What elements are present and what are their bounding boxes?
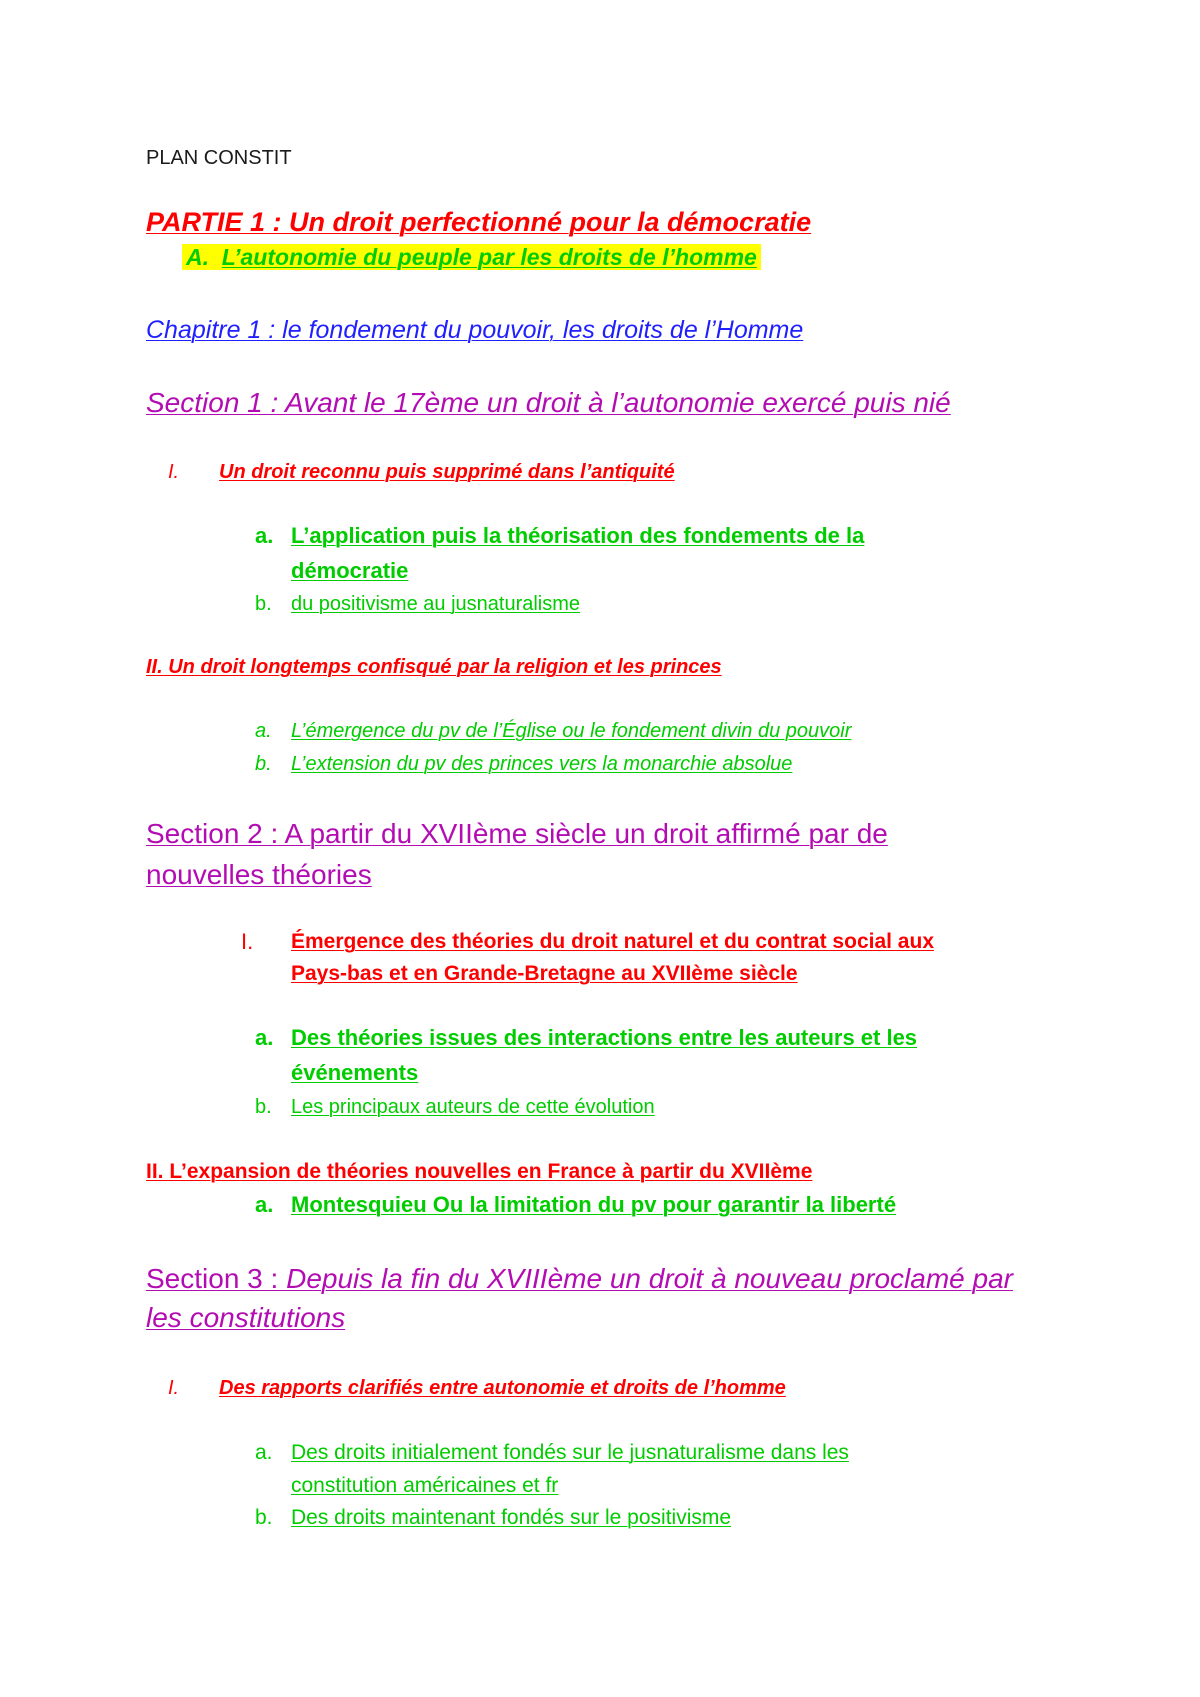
s2-part1-title-line1: Émergence des théories du droit naturel et du contrat social aux bbox=[291, 930, 934, 953]
document-title: PLAN CONSTIT bbox=[146, 147, 292, 169]
section-3-title-line2: les constitutions bbox=[146, 1302, 346, 1333]
s2-p1-b-marker: b. bbox=[255, 1096, 272, 1118]
s3-part1-marker: I. bbox=[168, 1377, 180, 1399]
s3-p1-b-marker: b. bbox=[255, 1506, 273, 1529]
section-2-title-line2: nouvelles théories bbox=[146, 859, 372, 890]
s1-p1-b-text: du positivisme au jusnaturalisme bbox=[291, 593, 581, 615]
section-2-title-line1: Section 2 : A partir du XVIIème siècle un droit affirmé par de bbox=[146, 818, 888, 849]
s2-p1-a-line1: Des théories issues des interactions entre les auteurs et les bbox=[291, 1025, 918, 1050]
s3-part1-title: Des rapports clarifiés entre autonomie et droits de l’homme bbox=[219, 1377, 786, 1399]
section-3-title-line1 bbox=[146, 1262, 1013, 1296]
s2-p1-a-line2: événements bbox=[291, 1060, 419, 1085]
s1-part1-title: Un droit reconnu puis supprimé dans l’antiquité bbox=[219, 461, 675, 483]
s1-part2-title: II. Un droit longtemps confisqué par la religion et les princes bbox=[146, 656, 722, 678]
s2-p2-a-marker: a. bbox=[255, 1192, 274, 1217]
s2-part2-title: II. L’expansion de théories nouvelles en France à partir du XVIIème bbox=[146, 1160, 813, 1183]
s1-p1-a-line1: L’application puis la théorisation des fondements de la bbox=[291, 523, 865, 548]
s3-p1-a-marker: a. bbox=[255, 1441, 273, 1464]
s1-part1-marker: I. bbox=[168, 461, 180, 483]
section-3-prefix: Section 3 : bbox=[146, 1263, 287, 1294]
s1-p2-a-text: L’émergence du pv de l’Église ou le fondement divin du pouvoir bbox=[291, 720, 852, 742]
s1-p2-b-marker: b. bbox=[255, 753, 272, 775]
s2-p1-a-marker: a. bbox=[255, 1025, 274, 1050]
s1-p2-a-marker: a. bbox=[255, 720, 272, 742]
section-3-title-rest: Depuis la fin du XVIIIème un droit à nouveau proclamé par bbox=[286, 1263, 1013, 1294]
sub-heading-a-text: L’autonomie du peuple par les droits de l’homme bbox=[221, 244, 757, 270]
s2-p2-a-text: Montesquieu Ou la limitation du pv pour garantir la liberté bbox=[291, 1192, 897, 1217]
sub-heading-a bbox=[182, 244, 761, 272]
s1-p1-a-line2: démocratie bbox=[291, 558, 409, 583]
section-1-title: Section 1 : Avant le 17ème un droit à l’autonomie exercé puis nié bbox=[146, 387, 951, 418]
chapitre-heading: Chapitre 1 : le fondement du pouvoir, les droits de l’Homme bbox=[146, 316, 804, 344]
s1-p1-b-marker: b. bbox=[255, 593, 272, 615]
s3-p1-a-line2: constitution américaines et fr bbox=[291, 1474, 559, 1497]
partie-heading: PARTIE 1 : Un droit perfectionné pour la démocratie bbox=[146, 207, 812, 237]
s3-p1-b-text: Des droits maintenant fondés sur le positivisme bbox=[291, 1506, 732, 1529]
s1-p1-a-marker: a. bbox=[255, 523, 274, 548]
s2-part1-marker: I. bbox=[241, 929, 254, 954]
s1-p2-b-text: L’extension du pv des princes vers la monarchie absolue bbox=[291, 753, 793, 775]
sub-heading-a-marker: A. bbox=[186, 244, 209, 270]
s3-p1-a-line1: Des droits initialement fondés sur le jusnaturalisme dans les bbox=[291, 1441, 849, 1464]
s2-part1-title-line2: Pays-bas et en Grande-Bretagne au XVIIème siècle bbox=[291, 962, 798, 985]
s2-p1-b-text: Les principaux auteurs de cette évolution bbox=[291, 1096, 655, 1118]
